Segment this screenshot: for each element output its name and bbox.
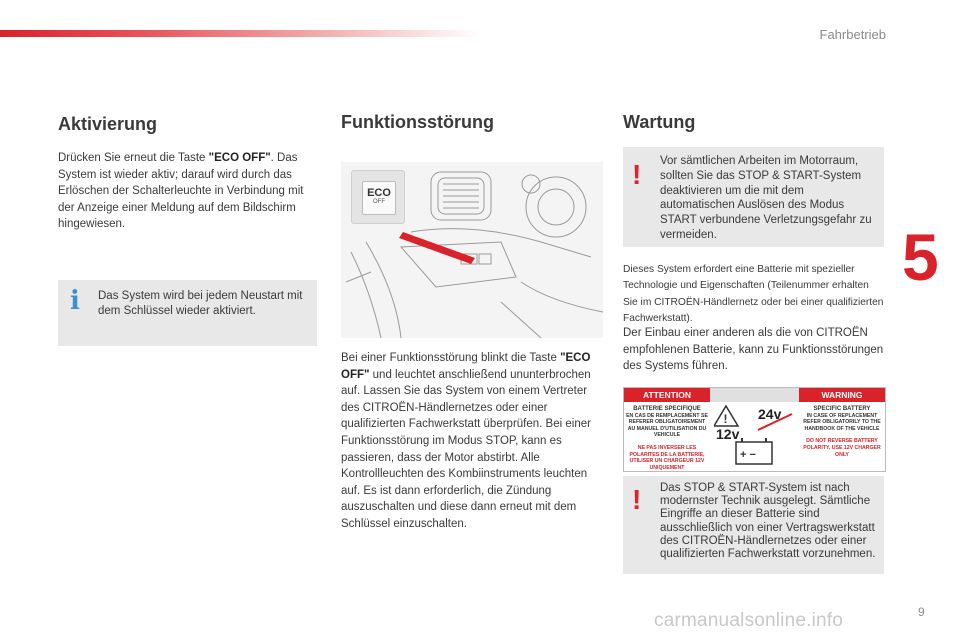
aktivierung-heading: Aktivierung [58, 114, 158, 134]
label-french-column [626, 406, 708, 471]
section-label: Fahrbetrieb [819, 27, 886, 42]
label-header-middle [710, 388, 799, 402]
svg-text:+ −: + − [740, 449, 756, 461]
battery-spec-text: Dieses System erfordert eine Batterie mit spezieller Technologie und Eigenschaften (Teilenummer erhalten Sie im CITROËN-Händlernetz oder bei einer qualifizierten Fachwerkstatt). [623, 264, 884, 325]
label-fr-sub: EN CAS DE REMPLACEMENT SE REFERER OBLIGATOIREMENT AU MANUEL D'UTILISATION DU VEHICULE [626, 412, 708, 439]
warning-box-1-text: Vor sämtlichen Arbeiten im Motorraum, sollten Sie das STOP & START-System deaktivieren um die mit dem automatischen Auslösen des Modus START verbundene Verletzungsgefahr zu vermeiden. [660, 155, 872, 241]
label-warning: WARNING [799, 388, 885, 402]
dashboard-illustration [341, 162, 603, 338]
header-accent-bar [0, 30, 480, 37]
wartung-heading: Wartung [623, 112, 696, 132]
label-en-warn: DO NOT REVERSE BATTERY POLARITY, USE 12V CHARGER ONLY [803, 438, 881, 458]
off-label: OFF [373, 199, 385, 205]
page-number: 9 [918, 605, 925, 619]
warning-box-1 [623, 147, 884, 247]
svg-text:!: ! [723, 412, 728, 426]
info-icon: i [70, 286, 80, 316]
chapter-number: 5 [902, 220, 939, 294]
label-en-title: SPECIFIC BATTERY [813, 406, 871, 412]
label-12v: 12v [716, 426, 740, 442]
battery-warning-label [623, 387, 886, 472]
label-fr-title: BATTERIE SPECIFIQUE [633, 406, 701, 412]
eco-label: ECO [367, 187, 391, 199]
info-box [58, 280, 317, 346]
label-attention: ATTENTION [624, 388, 710, 402]
label-24v: 24v [758, 406, 782, 422]
warning-icon: ! [632, 159, 642, 190]
funktionsstoerung-text: Bei einer Funktionsstörung blinkt die Taste "ECO OFF" und leuchtet anschließend ununterbrochen auf. Lassen Sie das System von einem Vertreter des CITROËN-Händlernetzes oder einer qualifizierten Fachwerkstatt überprüfen. Bei einer Funktionsstörung im Modus STOP, kann es passieren, dass der Motor abstirbt. Alle Kontrollleuchten des Kombiinstruments leuchten auf. Es ist dann erforderlich, die Zündung auszuschalten und diese dann erneut mit dem Schlüssel einzuschalten. [341, 352, 591, 530]
info-box-text: Das System wird bei jedem Neustart mit dem Schlüssel wieder aktiviert. [98, 290, 303, 317]
eco-off-button-illustration [351, 170, 405, 224]
aktivierung-text: Drücken Sie erneut die Taste "ECO OFF". Das System ist wieder aktiv; darauf wird durch das Erlöschen der Schalterleuchte in Verbindung mit der Anzeige einer Meldung auf dem Bildschirm hingewiesen. [58, 152, 304, 231]
label-en-sub: IN CASE OF REPLACEMENT REFER OBLIGATORILY TO THE HANDBOOK OF THE VEHICLE [803, 412, 881, 432]
warning-icon: ! [632, 484, 642, 515]
label-english-column [801, 406, 883, 458]
watermark: carmanualsonline.info [654, 610, 844, 631]
label-fr-warn: NE PAS INVERSER LES POLARITES DE LA BATTERIE, UTILISER UN CHARGEUR 12V UNIQUEMENT [629, 444, 705, 471]
battery-replace-text: Der Einbau einer anderen als die von CITROËN empfohlenen Batterie, kann zu Funktionsstörungen des Systems führen. [623, 327, 884, 373]
warning-box-2-text: Das STOP & START-System ist nach modernster Technik ausgelegt. Sämtliche Eingriffe an dieser Batterie sind ausschließlich von einer Vertragswerkstatt des CITROËN-Händlernetzes oder einer qualifizierten Fachwerkstatt vorzunehmen. [660, 482, 876, 561]
eco-off-label [362, 181, 396, 215]
label-center-graphic [714, 404, 794, 468]
funktionsstoerung-heading: Funktionsstörung [341, 112, 494, 132]
warning-box-2 [623, 476, 884, 574]
